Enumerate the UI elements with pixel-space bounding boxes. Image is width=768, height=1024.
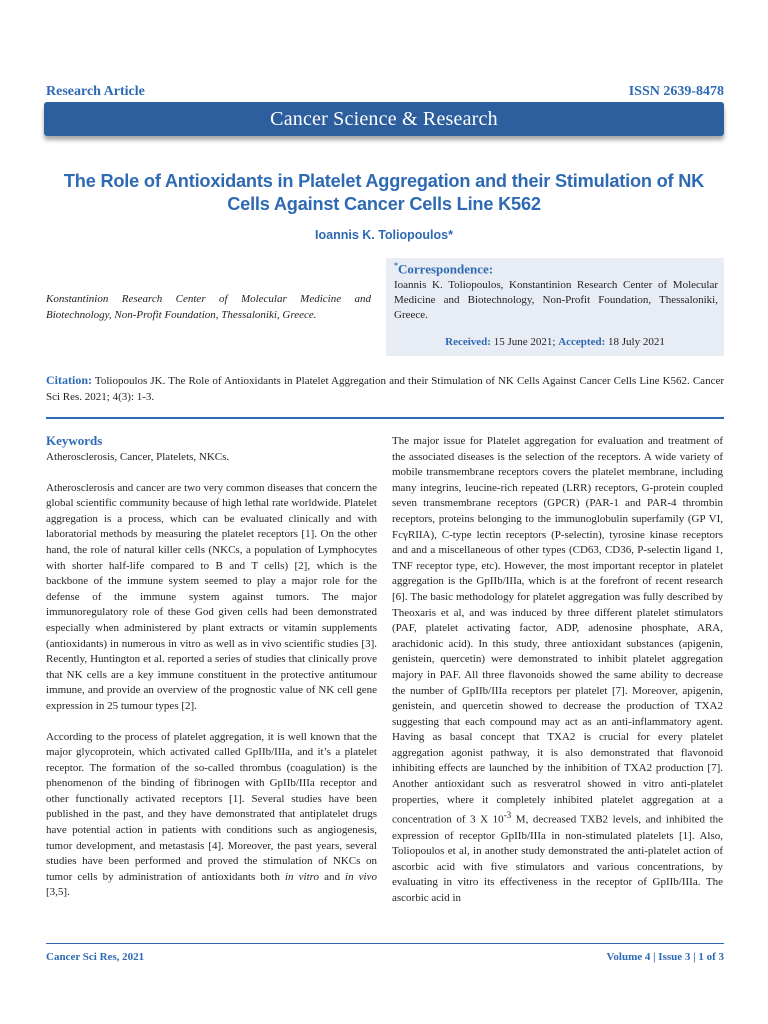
citation-text: Toliopoulos JK. The Role of Antioxidants in Platelet Aggregation and their Stimulation of NK Cells Against Cancer Cells Line K562. Cancer Sci Res. 2021; 4(3): 1-3.	[46, 375, 724, 403]
body-paragraph-3	[392, 434, 723, 906]
and-text: and	[324, 870, 340, 883]
affiliation: Konstantinion Research Center of Molecular Medicine and Biotechnology, Non-Profit Foundation, Thessaloniki, Greece.	[46, 293, 371, 321]
in-vivo-text: in vivo	[345, 870, 377, 883]
ref-text: [3,5].	[46, 886, 70, 899]
accepted-label: Accepted:	[558, 336, 606, 348]
citation	[46, 372, 724, 405]
keywords-heading: Keywords	[46, 433, 103, 448]
article-type: Research Article	[46, 84, 145, 99]
correspondence-box	[386, 258, 724, 356]
author-name: Ioannis K. Toliopoulos*	[315, 228, 453, 242]
footer-journal: Cancer Sci Res, 2021	[46, 951, 145, 963]
footer-page-info: Volume 4 | Issue 3 | 1 of 3	[606, 951, 724, 963]
keywords-text: Atherosclerosis, Cancer, Platelets, NKCs.	[46, 451, 230, 463]
intro-paragraph-2-text: According to the process of platelet aggregation, it is well known that the major glycoprotein, which activated called GpIIb/IIIa, and it’s a platelet receptor. The formation of the so-called thrombus (coagulation) is the phenomenon of the binding of fibrinogen with GpIIb/IIIa receptor and other functionally activated receptors [1]. Several studies have been published in the past, and they have demonstrated that antiplatelet drugs have potential action in patients with conditions such as angiogenesis, tumor development, and metastasis [4]. Moreover, the past years, several studies have been performed and proved the stimulation of NKCs on tumor cells by administration of antioxidants both	[46, 730, 377, 883]
section-divider	[46, 417, 724, 419]
article-title: The Role of Antioxidants in Platelet Aggregation and their Stimulation of NK Cells Against Cancer Cells Line K562	[63, 171, 705, 214]
citation-label: Citation:	[46, 373, 92, 387]
dates-line: Received: 15 June 2021; Accepted: 18 July 2021	[445, 336, 665, 348]
in-vitro-text: in vitro	[285, 870, 319, 883]
left-column	[46, 432, 377, 901]
correspondence-text: Ioannis K. Toliopoulos, Konstantinion Research Center of Molecular Medicine and Biotechnology, Non-Profit Foundation, Thessaloniki, Greece.	[394, 279, 718, 321]
journal-banner: Cancer Science & Research	[44, 102, 724, 136]
intro-paragraph-2	[46, 730, 377, 902]
correspondence-mark: *	[394, 261, 398, 270]
correspondence-heading-text: Correspondence:	[398, 261, 494, 277]
received-label: Received:	[445, 336, 491, 348]
body-paragraph-3-b: M, decreased TXB2 levels, and inhibited the expression of receptor GpIIb/IIIa in non-stimulated platelets [1]. Also, Toliopoulos et al, in another study demonstrated the anti-platelet action of ascorbic acid with five stimulators and various concentrations, by evaluating in vitro its effectiveness in the receptor of GpIIb/IIIa. The ascorbic acid in	[392, 813, 724, 904]
correspondence-heading	[394, 261, 493, 277]
footer-divider	[46, 943, 724, 944]
right-column	[392, 434, 723, 906]
accepted-date: 18 July 2021	[608, 336, 665, 348]
body-paragraph-3-a: The major issue for Platelet aggregation for evaluation and treatment of the associated diseases is the selection of the receptors. A wide variety of mobile transmembrane receptors covers the platelet membrane, including many integrins, leucine-rich repeated (LRR) receptors, G-protein coupled seven transmembrane receptors (GPCR) (PAR-1 and PAR-4 thrombin receptors, proteins belonging to the immunoglobulin superfamily (GP VI, FcγRIIA), C-type lectin receptors (P-selectin), tyrosine kinase receptors and and a miscellaneous of other types (CD63, CD36, P-selectin ligand 1, TNF receptor type, etc). However, the most important receptor in platelet aggregation is the GpIIb/IIIa, which is at the forefront of recent research [6]. The basic methodology for platelet aggregation was fully described by Theoxaris et al, and was induced by three different platelet stimulators (PAF, platelet activating factor, ADP, adenosine phosphate, ARA, arachidonic acid). In this study, three antioxidant substances (apigenin, genistein, quercetin) were demonstrated to inhibit platelet aggregation majory in PAF. All three flavonoids showed the same ability to decrease the number of GpIIb/IIIa receptors per platelet [7]. Moreover, apigenin, genistein, and quercetin showed to decrease the production of TXA2 suggesting that each compound may act as an anti-inflammatory agent. Having as basal concept that TXA2 is crucial for every platelet aggregation agonist pathway, it is also demonstrated that flavonoid inhibiting effects are launched by the inhibition of TXA2 production [7]. Another antioxidant such as resveratrol showed in vitro anti-platelet properties, where it completely inhibited platelet aggregation at a concentration of 3 X 10	[392, 435, 723, 826]
top-line	[46, 84, 724, 100]
page-footer	[46, 951, 724, 967]
issn: ISSN 2639-8478	[628, 84, 724, 99]
exponent: -3	[503, 810, 512, 821]
intro-paragraph-1: Atherosclerosis and cancer are two very common diseases that concern the global scientific community because of high lethal rate worldwide. Platelet aggregation is a process, which can be evaluated clinically and with laboratorial methods by measuring the platelet receptors [1]. On the other hand, the role of natural killer cells (NKCs, a population of Lymphocytes with shorter half-life compared to B and T cells) [2], which is the backbone of the immune system seemed to play a major role for the defense of the immune system against tumors. The major immunoregulatory role of these God given cells had been demonstrated especially when administered by plant extracts or vitamin supplements (antioxidants) in numerous in vitro as well as in vivo scientific studies [3]. Recently, Huntington et al. reported a series of studies that clinically prove that NK cells are a key immune constituent in the protective antitumour immune, and provide an overview of the prognostic value of NK cell gene expression in 25 tumour types [2].	[46, 481, 377, 712]
received-date: 15 June 2021	[493, 336, 553, 348]
